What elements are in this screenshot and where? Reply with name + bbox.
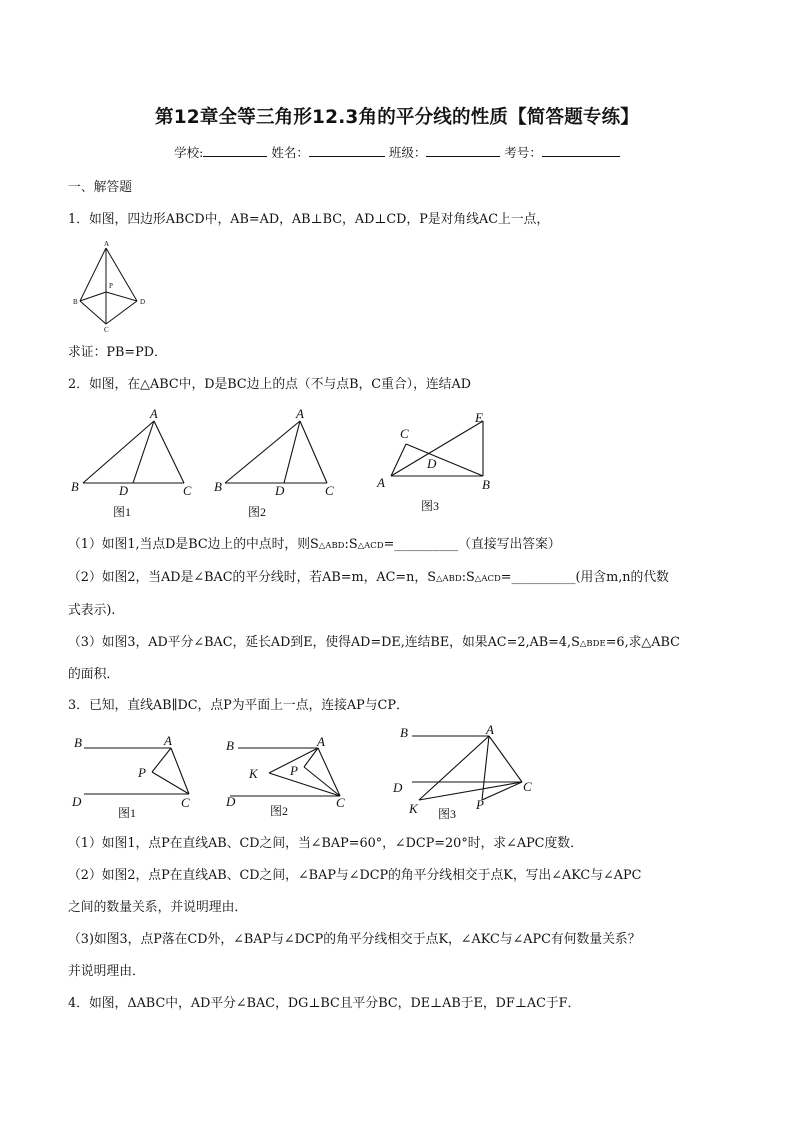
svg-text:A: A	[164, 733, 172, 748]
svg-text:B: B	[74, 735, 82, 750]
name-label: 姓名：	[271, 145, 309, 160]
q1-point-p: P	[109, 282, 113, 290]
q3-fig2-label: 图2	[270, 804, 289, 818]
svg-text:B: B	[71, 480, 79, 494]
q3-part2: （2）如图2，点P在直线AB、CD之间，∠BAP与∠DCP的角平分线相交于点K，写出∠AKC与∠APC	[68, 868, 642, 883]
q3-part3-cont: 并说明理由．	[68, 964, 145, 979]
q2-part3: （3）如图3，AD平分∠BAC，延长AD到E，使得AD=DE,连结BE，如果AC=2,AB=4,S△BDE=6,求△ABC	[68, 635, 680, 650]
svg-text:A: A	[317, 734, 325, 749]
q3-fig1-label: 图1	[118, 806, 137, 820]
svg-text:D: D	[72, 794, 82, 809]
school-field[interactable]	[203, 144, 267, 157]
svg-text:C: C	[400, 426, 409, 441]
svg-text:A: A	[377, 475, 385, 490]
svg-text:D: D	[119, 484, 129, 498]
svg-text:B: B	[400, 725, 408, 740]
svg-text:A: A	[296, 406, 304, 421]
svg-text:P: P	[290, 763, 298, 778]
q2-figure-1	[66, 402, 206, 522]
svg-text:K: K	[249, 766, 258, 781]
svg-text:B: B	[214, 479, 222, 494]
svg-text:P: P	[476, 797, 484, 812]
q3-figure-3	[386, 720, 546, 832]
q3-part1: （1）如图1，点P在直线AB、CD之间，当∠BAP=60°，∠DCP=20°时，求∠APC度数．	[68, 836, 583, 851]
q2-fig2-label: 图2	[248, 505, 267, 519]
svg-text:D: D	[427, 456, 437, 471]
q1-point-c: C	[104, 326, 109, 332]
q2-part2: （2）如图2，当AD是∠BAC的平分线时，若AB=m，AC=n，S△ABD:S△ACD=__________(用含m,n的代数	[68, 570, 669, 585]
edge-bc	[80, 301, 106, 324]
section-heading: 一、解答题	[68, 180, 132, 195]
svg-text:B: B	[482, 477, 490, 492]
q3-figure-2	[220, 728, 360, 828]
q1-text: 1．如图，四边形ABCD中，AB=AD，AB⊥BC，AD⊥CD，P是对角线AC上一点，	[68, 212, 550, 227]
svg-text:D: D	[275, 483, 285, 498]
svg-text:B: B	[226, 738, 234, 753]
q1-point-a: A	[104, 240, 110, 248]
q2-part2-cont: 式表示).	[68, 603, 116, 618]
q2-fig3-label: 图3	[421, 499, 440, 513]
svg-text:P: P	[138, 765, 146, 780]
q2-figure-2	[212, 402, 352, 522]
svg-text:K: K	[409, 801, 418, 816]
school-label: 学校:	[174, 145, 204, 160]
svg-text:C: C	[181, 795, 190, 810]
q2-fig1-label: 图1	[113, 505, 132, 519]
q3-part3: （3)如图3，点P落在CD外，∠BAP与∠DCP的角平分线相交于点K，∠AKC与∠APC有何数量关系？	[68, 932, 641, 947]
name-field[interactable]	[309, 144, 385, 157]
svg-text:C: C	[336, 795, 345, 810]
svg-text:A: A	[150, 407, 158, 421]
q3-part2-cont: 之间的数量关系，并说明理由．	[68, 900, 248, 915]
edge-dc	[106, 301, 137, 324]
number-label: 考号：	[504, 145, 542, 160]
svg-text:C: C	[325, 483, 334, 498]
student-info-line	[0, 143, 794, 161]
class-field[interactable]	[426, 144, 500, 157]
svg-text:E: E	[475, 410, 483, 425]
q2-text: 2．如图，在△ABC中，D是BC边上的点（不与点B，C重合），连结AD	[68, 377, 471, 392]
q3-figure-1	[66, 728, 206, 828]
svg-text:C: C	[523, 779, 532, 794]
q1-prove: 求证：PB=PD．	[68, 345, 167, 360]
q3-fig3-label: 图3	[438, 807, 457, 821]
q3-text: 3．已知，直线AB∥DC，点P为平面上一点，连接AP与CP．	[68, 698, 409, 713]
number-field[interactable]	[542, 144, 620, 157]
q1-point-d: D	[140, 298, 146, 306]
svg-text:D: D	[226, 794, 236, 809]
q4-text: 4．如图，ΔABC中，AD平分∠BAC，DG⊥BC且平分BC，DE⊥AB于E，DF⊥AC于F．	[68, 996, 581, 1011]
svg-text:C: C	[183, 484, 192, 498]
q1-figure	[70, 240, 155, 332]
q1-point-b: B	[73, 298, 78, 306]
q2-part3-cont: 的面积．	[68, 667, 120, 682]
q2-figure-3	[372, 408, 502, 520]
class-label: 班级：	[388, 145, 427, 160]
page-title: 第12章全等三角形12.3角的平分线的性质【简答题专练】	[155, 107, 639, 128]
q2-part1: （1）如图1,当点D是BC边上的中点时，则S△ABD:S△ACD=__________（直接写出答案）	[68, 537, 561, 552]
svg-text:A: A	[486, 722, 494, 737]
svg-text:D: D	[393, 780, 403, 795]
